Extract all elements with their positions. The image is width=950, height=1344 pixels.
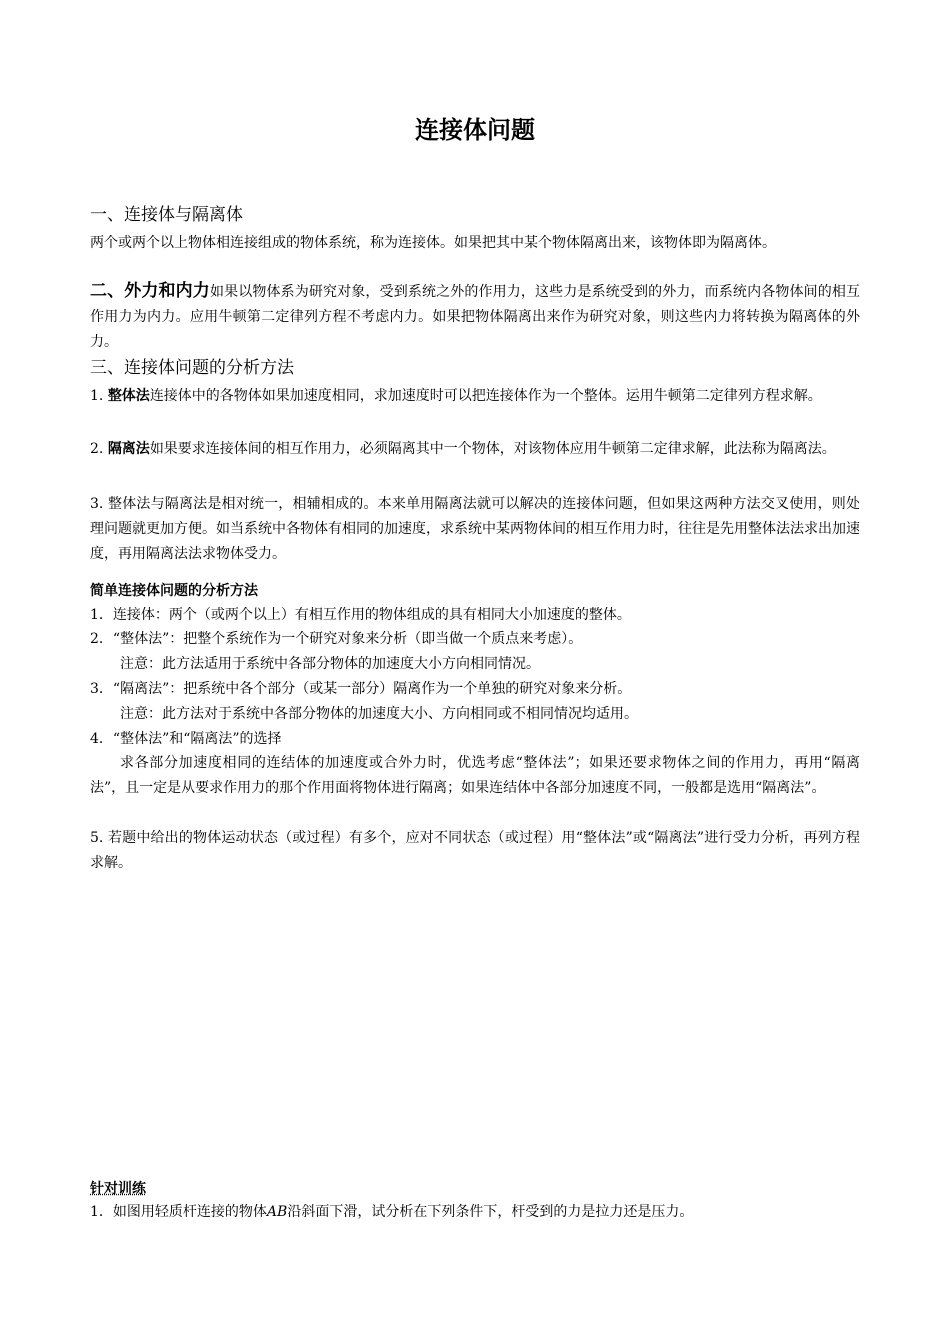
item1-number: 1. [90, 388, 108, 404]
section2-paragraph [90, 279, 860, 355]
page-title: 连接体问题 [415, 116, 535, 144]
training-heading [90, 1178, 860, 1198]
simple-line4: 4．“整体法”和“隔离法”的选择 [90, 731, 282, 747]
q1-objects-label: AB [266, 1204, 288, 1220]
training-question1 [90, 1200, 860, 1225]
simple-heading: 简单连接体问题的分析方法 [90, 583, 258, 599]
simple-line5: 5. 若题中给出的物体运动状态（或过程）有多个，应对不同状态（或过程）用“整体法”或“隔离法”进行受力分析，再列方程求解。 [90, 830, 860, 871]
training-heading-text: 针对训练 [90, 1181, 146, 1197]
item2-bold-term: 隔离法 [107, 441, 150, 457]
item2-text: 如果要求连接体间的相互作用力，必须隔离其中一个物体，对该物体应用牛顿第二定律求解，此法称为隔离法。 [149, 441, 836, 457]
section3-heading: 三、连接体问题的分析方法 [90, 358, 294, 378]
item1-bold-term: 整体法 [107, 388, 150, 404]
section1-heading: 一、连接体与隔离体 [90, 205, 243, 225]
simple-line2-note: 注意：此方法适用于系统中各部分物体的加速度大小方向相同情况。 [120, 656, 540, 672]
section2-heading: 二、外力和内力 [90, 281, 210, 301]
section3-item1 [90, 384, 860, 409]
simple-line4-text: 求各部分加速度相同的连结体的加速度或合外力时，优选考虑“整体法”；如果还要求物体之间的作用力，再用“隔离法”，且一定是从要求作用力的那个作用面将物体进行隔离；如果连结体中各部分加速度不同，一般都是选用“隔离法”。 [90, 755, 860, 796]
section3-item2 [90, 437, 860, 462]
simple-line3: 3．“隔离法”：把系统中各个部分（或某一部分）隔离作为一个单独的研究对象来分析。 [90, 681, 632, 697]
item2-number: 2. [90, 441, 108, 457]
section1-text: 两个或两个以上物体相连接组成的物体系统，称为连接体。如果把其中某个物体隔离出来，该物体即为隔离体。 [90, 235, 776, 251]
simple-line3-note: 注意：此方法对于系统中各部分物体的加速度大小、方向相同或不相同情况均适用。 [120, 706, 638, 722]
simple-line2: 2．“整体法”：把整个系统作为一个研究对象来分析（即当做一个质点来考虑）。 [90, 631, 583, 647]
item1-text: 连接体中的各物体如果加速度相同，求加速度时可以把连接体作为一个整体。运用牛顿第二定律列方程求解。 [149, 388, 822, 404]
section3-item3: 3. 整体法与隔离法是相对统一，相辅相成的。本来单用隔离法就可以解决的连接体问题，但如果这两种方法交叉使用，则处理问题就更加方便。如当系统中各物体有相同的加速度，求系统中某两物体间的相互作用力时，往往是先用整体法法求出加速度，再用隔离法法求物体受力。 [90, 496, 860, 562]
q1-text-start: 1．如图用轻质杆连接的物体 [90, 1204, 267, 1220]
q1-text-end: 沿斜面下滑，试分析在下列条件下，杆受到的力是拉力还是压力。 [287, 1204, 694, 1220]
section2-text: 如果以物体系为研究对象，受到系统之外的作用力，这些力是系统受到的外力，而系统内各物体间的相互作用力为内力。应用牛顿第二定律列方程不考虑内力。如果把物体隔离出来作为研究对象，则这些内力将转换为隔离体的外力。 [90, 284, 861, 350]
simple-line1: 1．连接体：两个（或两个以上）有相互作用的物体组成的具有相同大小加速度的整体。 [90, 607, 631, 623]
